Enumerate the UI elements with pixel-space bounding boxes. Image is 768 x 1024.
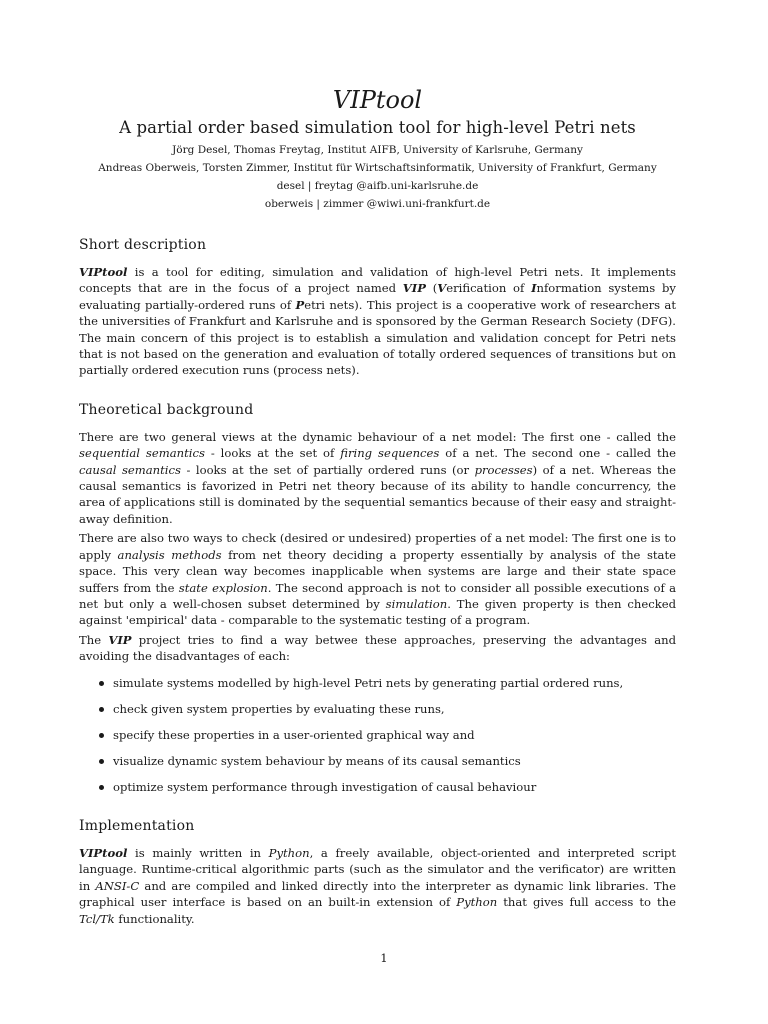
bullet-icon (99, 733, 104, 738)
author-line-2: Andreas Oberweis, Torsten Zimmer, Institut für Wirtschaftsinformatik, University of Frankfurt, Germany (98, 162, 657, 174)
list-item: specify these properties in a user-oriented graphical way and (79, 727, 676, 743)
page-number: 1 (380, 951, 388, 965)
email-line-2: oberweis | zimmer @wiwi.uni-frankfurt.de (264, 198, 491, 210)
bullet-icon (99, 785, 104, 790)
theory-paragraph-2: There are also two ways to check (desired or undesired) properties of a net model: The first one is to apply analysis methods from net theory deciding a property essentially by analysis of the state space. This very clean way becomes inapplicable when systems are large and their state space suffers from the state explosion. The second approach is not to consider all possible executions of a net but only a well-chosen subset determined by simulation. The given property is then checked against 'empirical' data - comparable to the systematic testing of a program. (79, 531, 677, 628)
list-item: visualize dynamic system behaviour by means of its causal semantics (79, 753, 676, 769)
list-item: optimize system performance through investigation of causal behaviour (79, 779, 676, 795)
section-heading-short-description: Short description (79, 237, 207, 253)
bullet-icon (99, 759, 104, 764)
bullet-icon (99, 681, 104, 686)
email-line-1: desel | freytag @aifb.uni-karlsruhe.de (276, 180, 479, 192)
author-block (79, 141, 676, 213)
bullet-icon (99, 707, 104, 712)
theory-paragraph-1: There are two general views at the dynamic behaviour of a net model: The first one - called the sequential semantics - looks at the set of firing sequences of a net. The second one - called the causal semantics - looks at the set of partially ordered runs (or processes) of a net. Whereas the causal semantics is favorized in Petri net theory because of its ability to handle concurrency, the area of applications still is dominated by the sequential semantics because of their easy and straight-away definition. (79, 429, 677, 526)
paper-title: VIPtool (332, 86, 423, 114)
theory-paragraph-3: The VIP project tries to find a way betwee these approaches, preserving the advantages and avoiding the disadvantages of each: (79, 632, 677, 664)
implementation-paragraph: VIPtool is mainly written in Python, a freely available, object-oriented and interpreted script language. Runtime-critical algorithmic parts (such as the simulator and the verificator) are written in ANSI-C and are compiled and linked directly into the interpreter as dynamic link libraries. The graphical user interface is based on an built-in extension of Python that gives full access to the Tcl/Tk functionality. (79, 845, 676, 926)
goals-list (79, 675, 676, 795)
list-item: simulate systems modelled by high-level Petri nets by generating partial ordered runs, (79, 675, 676, 691)
section-heading-implementation: Implementation (79, 817, 195, 834)
author-line-1: Jörg Desel, Thomas Freytag, Institut AIFB, University of Karlsruhe, Germany (172, 144, 583, 156)
short-description-paragraph: VIPtool is a tool for editing, simulation and validation of high-level Petri nets. It implements concepts that are in the focus of a project named VIP (Verification of Information systems by evaluating partially-ordered runs of Petri nets). This project is a cooperative work of researchers at the universities of Frankfurt and Karlsruhe and is sponsored by the German Research Society (DFG). The main concern of this project is to establish a simulation and validation concept for Petri nets that is not based on the generation and evaluation of totally ordered sequences of transitions but on partially ordered execution runs (process nets). (79, 265, 676, 378)
paper-page (79, 86, 676, 927)
section-heading-theoretical-background: Theoretical background (79, 401, 254, 418)
list-item: check given system properties by evaluating these runs, (79, 701, 676, 717)
paper-subtitle: A partial order based simulation tool for high-level Petri nets (119, 118, 636, 137)
